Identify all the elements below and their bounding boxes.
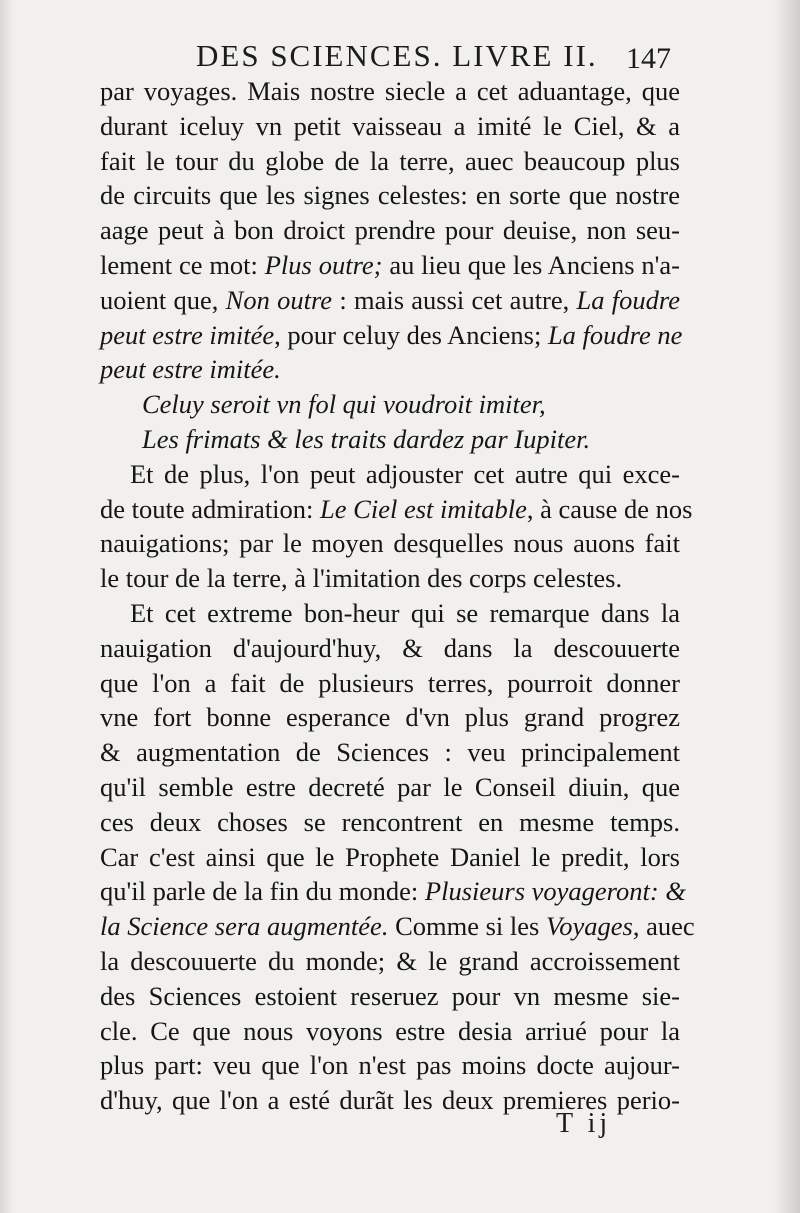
text-line: Les frimats & les traits dardez par Iupiter. [142,423,591,454]
roman-run: : mais aussi cet autre, [332,284,577,315]
text-line: cle. Ce que nous voyons estre desia arriué pour la [100,1015,680,1046]
text-line: Celuy seroit vn fol qui voudroit imiter, [142,389,546,420]
italic-run: Le Ciel est imitable [320,493,527,524]
text-line: la descouuerte du monde; & le grand accroissement [100,945,680,976]
text-line [100,283,680,318]
text-line: Et cet extreme bon-heur qui se remarque dans la [130,597,680,628]
text-line: d'huy, que l'on a esté durãt les deux premieres perio- [100,1085,680,1116]
text-line [100,909,695,944]
text-line [100,874,686,909]
signature-mark: T ij [556,1108,612,1139]
text-line: par voyages. Mais nostre siecle a cet aduantage, que [100,76,680,106]
page-number: 147 [626,42,671,75]
roman-run: lement ce mot: [100,249,265,280]
text-line: durant iceluy vn petit vaisseau a imité le Ciel, & a [100,110,680,141]
text-line: plus part: veu que l'on n'est pas moins docte aujour- [100,1050,680,1081]
text-line: de circuits que les signes celestes: en sorte que nostre [100,180,680,211]
text-line: fait le tour du globe de la terre, auec beaucoup plus [100,145,680,176]
text-line: Et de plus, l'on peut adjouster cet autre qui exce- [130,458,680,489]
italic-run: La foudre ne [547,319,683,350]
running-title: DES SCIENCES. LIVRE II. [196,38,598,73]
text-line: & augmentation de Sciences : veu principalement [100,737,680,768]
roman-run: de toute admiration: [100,493,321,524]
text-line: ces deux choses se rencontrent en mesme temps. [100,806,680,837]
italic-run: peut estre imitée. [100,354,281,385]
italic-run: Plusieurs voyageront: & [424,876,686,907]
italic-run: La foudre [576,284,681,315]
roman-run: Comme si les [388,911,546,942]
roman-run: , auec [632,911,695,942]
roman-run: , à cause de nos [526,493,693,524]
text-line [100,352,680,387]
italic-run: la Science sera augmentée. [100,911,389,942]
text-line: nauigation d'aujourd'huy, & dans la descouuerte [100,632,680,663]
text-line: le tour de la terre, à l'imitation des corps celestes. [100,563,623,594]
text-line [100,492,693,527]
italic-run: Plus outre; [264,249,383,280]
text-line [100,248,680,283]
text-line: Car c'est ainsi que le Prophete Daniel le predit, lors [100,841,680,872]
page-header [0,38,800,78]
text-line: vne fort bonne esperance d'vn plus grand progrez [100,702,680,733]
italic-run: Non outre [225,284,333,315]
roman-run: , pour celuy des Anciens; [274,319,548,350]
italic-run: peut estre imitée [100,319,275,350]
text-line: nauigations; par le moyen desquelles nous auons fait [100,528,680,559]
text-line: des Sciences estoient reseruez pour vn mesme sie- [100,980,680,1011]
text-line: que l'on a fait de plusieurs terres, pourroit donner [100,667,680,698]
italic-run: Voyages [545,911,633,942]
body-text [100,74,695,1118]
text-line [100,318,683,353]
roman-run: qu'il parle de la fin du monde: [100,876,425,907]
text-line: qu'il semble estre decreté par le Conseil diuin, que [100,771,680,802]
roman-run: au lieu que les Anciens n'a- [382,249,680,280]
roman-run: uoient que, [100,284,226,315]
text-line: aage peut à bon droict prendre pour deuise, non seu- [100,215,680,246]
